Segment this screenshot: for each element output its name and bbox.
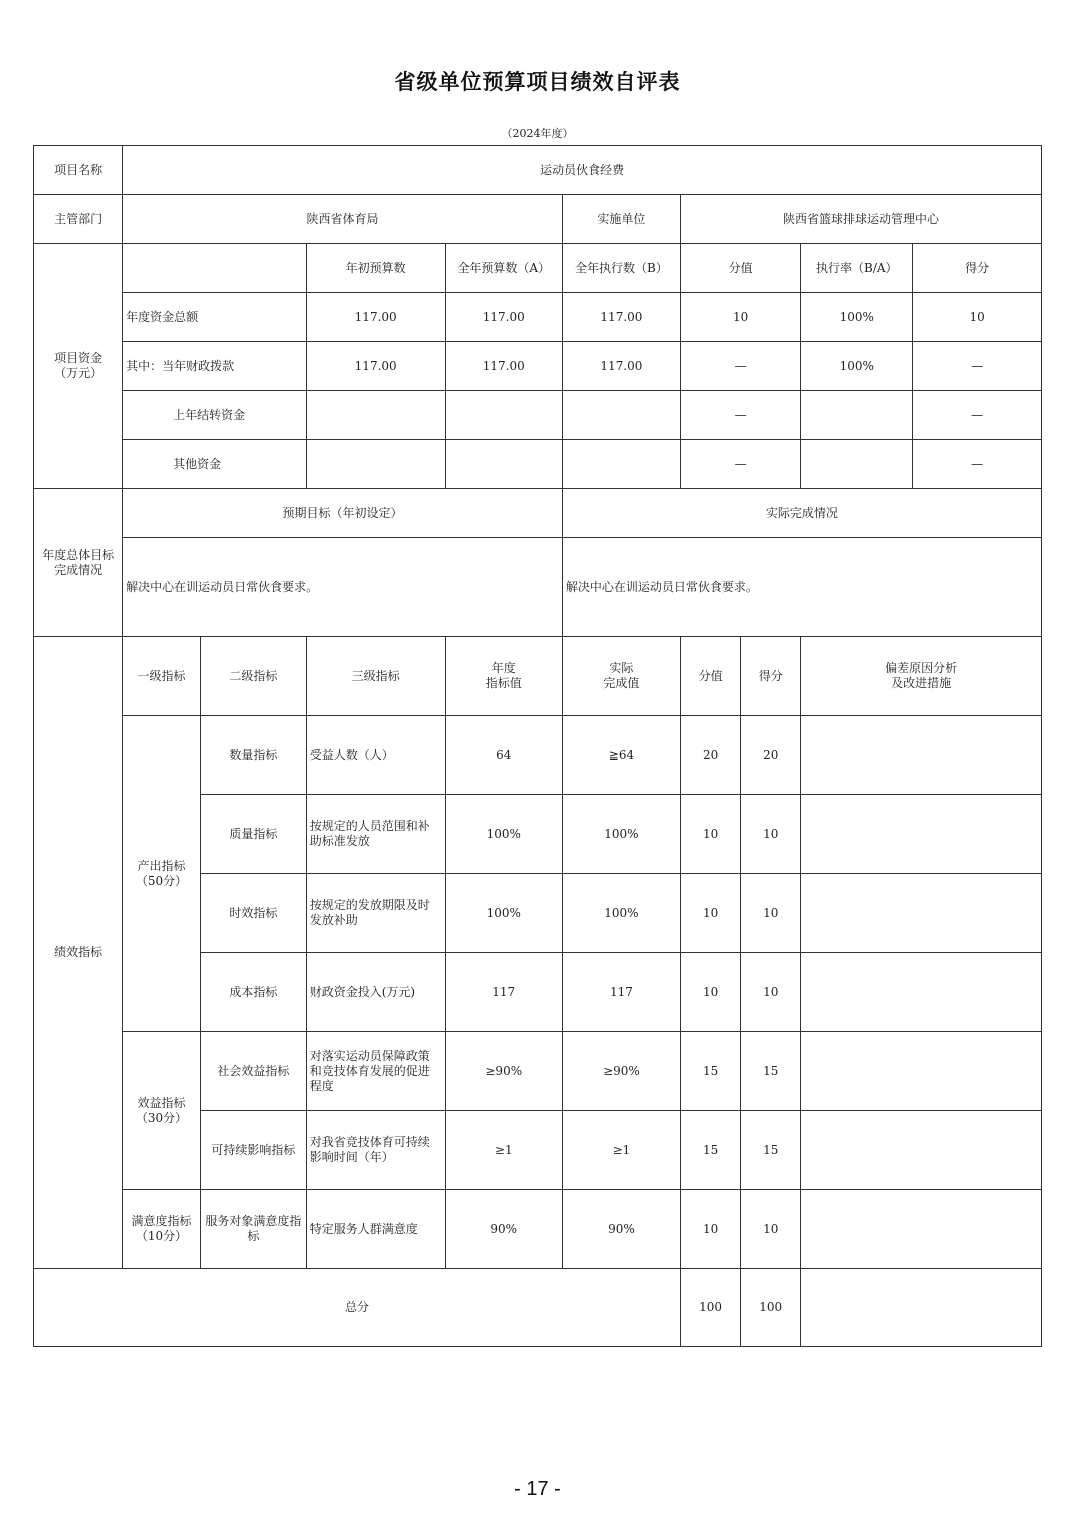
funds-row-name: 年度资金总额 xyxy=(123,293,307,342)
perf-row xyxy=(34,716,1042,795)
project-name-label: 项目名称 xyxy=(34,146,123,195)
funds-row-score: — xyxy=(913,391,1042,440)
perf-row xyxy=(34,1032,1042,1111)
perf-row-score: 15 xyxy=(741,1111,801,1190)
goal-label: 年度总体目标完成情况 xyxy=(34,489,123,637)
perf-row-target: 90% xyxy=(445,1190,562,1269)
perf-row-target: ≥1 xyxy=(445,1111,562,1190)
funds-row-initial xyxy=(306,391,445,440)
perf-row-level2: 社会效益指标 xyxy=(200,1032,306,1111)
funds-header-blank xyxy=(123,244,307,293)
funds-label: 项目资金（万元） xyxy=(34,244,123,489)
project-name-value: 运动员伙食经费 xyxy=(123,146,1042,195)
perf-row-level2: 时效指标 xyxy=(200,874,306,953)
perf-header-level2: 二级指标 xyxy=(200,637,306,716)
funds-row-initial: 117.00 xyxy=(306,293,445,342)
perf-header-target: 年度 指标值 xyxy=(445,637,562,716)
funds-row-annual xyxy=(445,391,562,440)
perf-header-level1: 一级指标 xyxy=(123,637,201,716)
dept-label: 主管部门 xyxy=(34,195,123,244)
goal-expected-text: 解决中心在训运动员日常伙食要求。 xyxy=(123,538,563,637)
funds-row-annual: 117.00 xyxy=(445,293,562,342)
perf-row-analysis xyxy=(801,953,1042,1032)
perf-row-target: ≥90% xyxy=(445,1032,562,1111)
perf-row xyxy=(34,1190,1042,1269)
funds-row-annual xyxy=(445,440,562,489)
perf-row-actual: 100% xyxy=(562,795,680,874)
funds-row-rate xyxy=(801,440,913,489)
perf-row-score: 10 xyxy=(741,874,801,953)
perf-label: 绩效指标 xyxy=(34,637,123,1269)
perf-row-value: 15 xyxy=(681,1032,741,1111)
impl-value: 陕西省篮球排球运动管理中心 xyxy=(681,195,1042,244)
perf-row-analysis xyxy=(801,1111,1042,1190)
perf-row-value: 10 xyxy=(681,953,741,1032)
perf-row-value: 20 xyxy=(681,716,741,795)
funds-row xyxy=(34,293,1042,342)
perf-group-satisfaction: 满意度指标 （10分） xyxy=(123,1190,201,1269)
funds-row-score: 10 xyxy=(913,293,1042,342)
goal-header-row xyxy=(34,489,1042,538)
perf-row-level2: 数量指标 xyxy=(200,716,306,795)
perf-row-level2: 可持续影响指标 xyxy=(200,1111,306,1190)
perf-row-level3: 按规定的人员范围和补助标准发放 xyxy=(306,795,445,874)
perf-row-value: 10 xyxy=(681,874,741,953)
perf-row-score: 15 xyxy=(741,1032,801,1111)
perf-row-analysis xyxy=(801,795,1042,874)
perf-row-level3: 财政资金投入(万元) xyxy=(306,953,445,1032)
funds-row-rate: 100% xyxy=(801,342,913,391)
funds-header-initial: 年初预算数 xyxy=(306,244,445,293)
perf-header-score-value: 分值 xyxy=(681,637,741,716)
perf-row-target: 100% xyxy=(445,795,562,874)
funds-row-initial: 117.00 xyxy=(306,342,445,391)
perf-row-actual: 90% xyxy=(562,1190,680,1269)
perf-row-score: 10 xyxy=(741,795,801,874)
perf-row-level3: 对落实运动员保障政策和竞技体育发展的促进程度 xyxy=(306,1032,445,1111)
funds-row-score-value: — xyxy=(681,440,801,489)
perf-row-actual: 117 xyxy=(562,953,680,1032)
perf-row-target: 64 xyxy=(445,716,562,795)
goal-content-row xyxy=(34,538,1042,637)
perf-row-level3: 特定服务人群满意度 xyxy=(306,1190,445,1269)
perf-row-target: 100% xyxy=(445,874,562,953)
funds-header-annual: 全年预算数（A） xyxy=(445,244,562,293)
total-score: 100 xyxy=(741,1269,801,1347)
goal-actual-text: 解决中心在训运动员日常伙食要求。 xyxy=(562,538,1041,637)
perf-row-value: 15 xyxy=(681,1111,741,1190)
perf-header-score: 得分 xyxy=(741,637,801,716)
funds-row-score-value: — xyxy=(681,342,801,391)
funds-row-score-value: 10 xyxy=(681,293,801,342)
perf-row-level3: 对我省竞技体育可持续影响时间（年） xyxy=(306,1111,445,1190)
perf-row-analysis xyxy=(801,716,1042,795)
funds-row-executed: 117.00 xyxy=(562,293,680,342)
perf-row-target: 117 xyxy=(445,953,562,1032)
perf-group-benefit: 效益指标 （30分） xyxy=(123,1032,201,1190)
funds-row-name: 上年结转资金 xyxy=(123,391,307,440)
goal-expected-header: 预期目标（年初设定） xyxy=(123,489,563,538)
perf-row-level2: 质量指标 xyxy=(200,795,306,874)
perf-row-analysis xyxy=(801,1190,1042,1269)
funds-row-rate xyxy=(801,391,913,440)
perf-row-level3: 按规定的发放期限及时发放补助 xyxy=(306,874,445,953)
funds-header-row xyxy=(34,244,1042,293)
funds-row-rate: 100% xyxy=(801,293,913,342)
perf-header-level3: 三级指标 xyxy=(306,637,445,716)
funds-row xyxy=(34,391,1042,440)
perf-row-level2: 成本指标 xyxy=(200,953,306,1032)
form-year: （2024年度） xyxy=(501,127,574,140)
funds-header-score: 得分 xyxy=(913,244,1042,293)
perf-row-analysis xyxy=(801,874,1042,953)
funds-row-name: 其他资金 xyxy=(123,440,307,489)
funds-row-score-value: — xyxy=(681,391,801,440)
form-title: 省级单位预算项目绩效自评表 xyxy=(394,70,681,94)
perf-row-actual: ≥1 xyxy=(562,1111,680,1190)
perf-row-actual: ≧64 xyxy=(562,716,680,795)
perf-row-score: 10 xyxy=(741,1190,801,1269)
funds-row-annual: 117.00 xyxy=(445,342,562,391)
funds-row-score: — xyxy=(913,342,1042,391)
perf-group-output: 产出指标 （50分） xyxy=(123,716,201,1032)
perf-row-actual: 100% xyxy=(562,874,680,953)
perf-row-analysis xyxy=(801,1032,1042,1111)
perf-row-level2: 服务对象满意度指标 xyxy=(200,1190,306,1269)
funds-row-name: 其中：当年财政拨款 xyxy=(123,342,307,391)
perf-row-value: 10 xyxy=(681,795,741,874)
goal-actual-header: 实际完成情况 xyxy=(562,489,1041,538)
funds-row-executed xyxy=(562,391,680,440)
self-evaluation-table xyxy=(33,145,1042,1347)
perf-row-score: 20 xyxy=(741,716,801,795)
funds-row xyxy=(34,342,1042,391)
total-row xyxy=(34,1269,1042,1347)
project-name-row xyxy=(34,146,1042,195)
funds-row-score: — xyxy=(913,440,1042,489)
total-label: 总分 xyxy=(34,1269,681,1347)
total-analysis xyxy=(801,1269,1042,1347)
perf-header-actual: 实际 完成值 xyxy=(562,637,680,716)
dept-value: 陕西省体育局 xyxy=(123,195,563,244)
page-number: - 17 - xyxy=(514,1478,561,1500)
perf-header-analysis: 偏差原因分析 及改进措施 xyxy=(801,637,1042,716)
perf-row-actual: ≥90% xyxy=(562,1032,680,1111)
perf-row-score: 10 xyxy=(741,953,801,1032)
department-row xyxy=(34,195,1042,244)
perf-row-value: 10 xyxy=(681,1190,741,1269)
perf-row-level3: 受益人数（人） xyxy=(306,716,445,795)
funds-row-executed xyxy=(562,440,680,489)
funds-header-executed: 全年执行数（B） xyxy=(562,244,680,293)
funds-header-score-value: 分值 xyxy=(681,244,801,293)
funds-row-executed: 117.00 xyxy=(562,342,680,391)
funds-header-rate: 执行率（B/A） xyxy=(801,244,913,293)
impl-label: 实施单位 xyxy=(562,195,680,244)
total-value: 100 xyxy=(681,1269,741,1347)
funds-row xyxy=(34,440,1042,489)
perf-header-row xyxy=(34,637,1042,716)
funds-row-initial xyxy=(306,440,445,489)
